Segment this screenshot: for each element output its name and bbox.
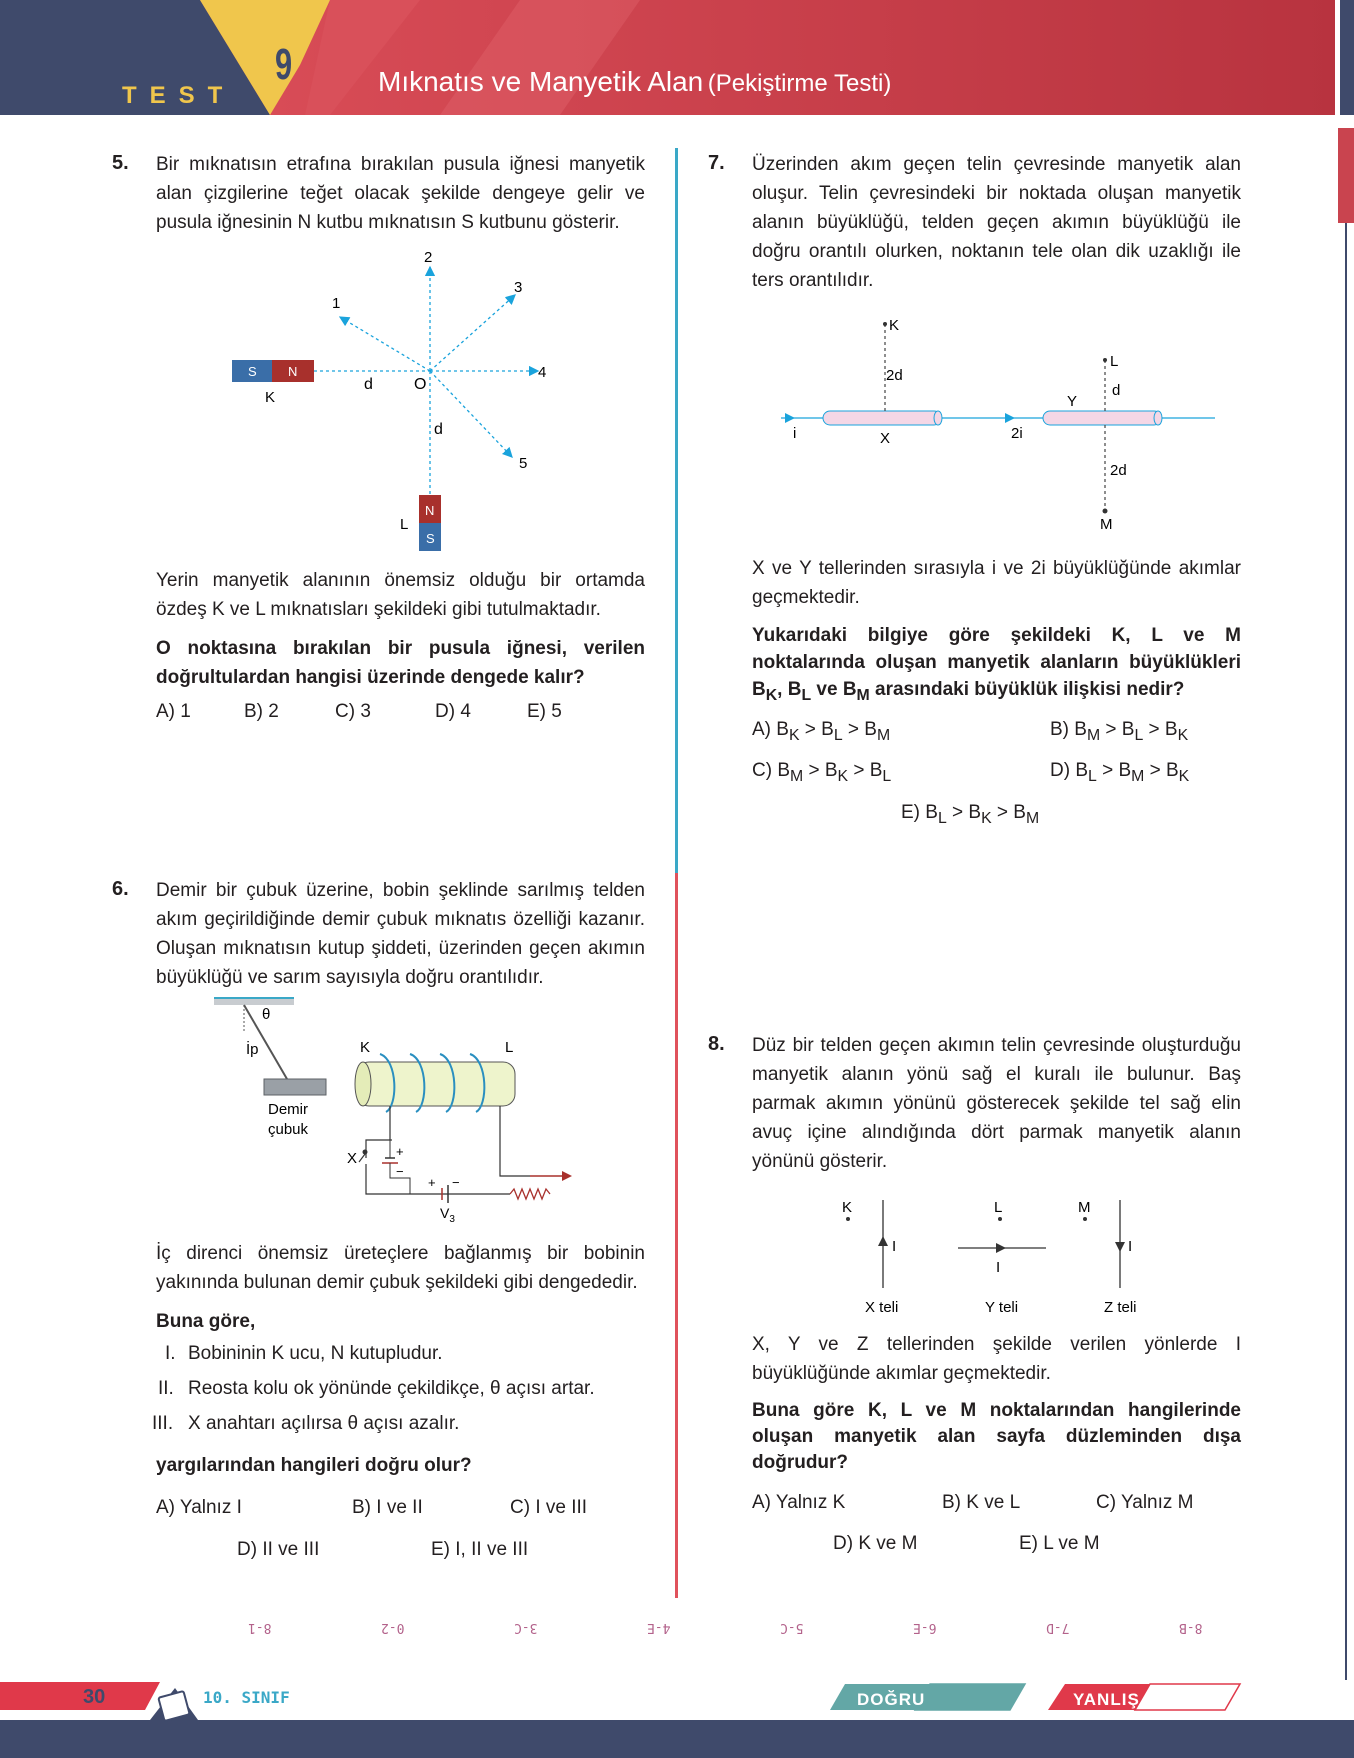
q6-option-c[interactable]: C) I ve III [510,1497,588,1518]
distance-2d-m: 2d [1110,462,1127,479]
rod-label-2: çubuk [268,1121,309,1138]
magnet-l-n-label: N [425,503,435,518]
point-k-label: K [842,1199,853,1216]
question-prompt: O noktasına bırakılan bir pusula iğnesi, verilen doğrultulardan hangisi üzerinde dengede kalır? [156,638,645,688]
wire-y-label: Y [1067,393,1078,410]
question-text: Yerin manyetik alanının önemsiz olduğu bir ortamda özdeş K ve L mıknatısları şekildeki gibi tutulmaktadır. [156,570,645,620]
magnet-k-label: K [265,389,276,406]
question-7 [706,150,1241,295]
page-header [0,0,1354,115]
point-l [998,1217,1002,1221]
point-l-label: L [994,1199,1003,1216]
page-title [378,66,891,98]
sub-k: K [765,686,778,704]
test-number: 9 [275,40,293,89]
magnet-k-n-label: N [288,364,298,379]
point-m [1103,509,1108,514]
direction-2-label: 2 [424,249,433,266]
battery-v3-minus: − [452,1175,460,1190]
wire-y-label: Y teli [985,1299,1019,1316]
magnet-l-label: L [400,516,409,533]
distance-d-l: d [1112,382,1121,399]
figure-wires-xyz [830,1190,1170,1320]
question-8-body [752,1330,1241,1476]
battery-v3-label: $V_3$ [440,1205,455,1224]
rheostat-arrow [562,1171,572,1181]
q7-option-e[interactable]: E) $B_L > B_K > B_M$ [901,802,1040,827]
statement-text: X anahtarı açılırsa θ açısı azalır. [188,1413,460,1434]
question-number: 8. [708,1033,725,1055]
battery-1-plus: + [396,1144,404,1159]
title-sub: (Pekiştirme Testi) [707,70,892,97]
wire-z-label: Z teli [1104,1299,1137,1316]
distance-2d-k: 2d [886,367,903,384]
sub-l: L [801,686,812,704]
answer-key-item: 8-B [1179,1620,1203,1635]
statement-text: Bobininin K ucu, N kutupludur. [188,1343,443,1364]
figure-wires-xy [775,310,1225,535]
edge-tab-red [1338,128,1354,223]
sub-m: M [856,686,870,704]
point-m-label: M [1078,1199,1091,1216]
statement-number: II. [158,1378,174,1399]
distance-d-horizontal: d [364,376,373,393]
switch-x-label: X [347,1150,358,1167]
q7-option-b[interactable]: B) $B_M > B_L > B_K$ [1050,719,1189,744]
q8-option-d[interactable]: D) K ve M [833,1533,918,1554]
rod-label-1: Demir [268,1101,308,1118]
prompt-part-1: Yukarıdaki bilgiye göre şekildeki K, L ve M noktalarında oluşan manyetik alanların büyüklükleri B [752,625,1241,700]
direction-4-label: 4 [538,364,547,381]
battery-v3-plus: + [428,1175,436,1190]
q6-statement-2 [158,1378,595,1400]
statement-text: Reosta kolu ok yönünde çekildikçe, θ açısı artar. [188,1378,595,1399]
magnet-l-s-label: S [426,531,435,546]
wire-y [1043,411,1161,425]
q6-option-b[interactable]: B) I ve II [352,1497,423,1518]
wire-y-current: I [996,1259,1001,1276]
test-label: TEST [122,82,236,109]
center-o-label: O [414,376,427,393]
distance-d-vertical: d [434,421,443,438]
answer-key-item: 4-E [647,1620,671,1635]
title-main: Mıknatıs ve Manyetik Alan [378,66,704,97]
current-i-label: i [793,425,797,442]
q6-option-d[interactable]: D) II ve III [237,1539,320,1560]
theta-label: θ [262,1006,271,1023]
answer-key-item: 6-E [913,1620,937,1635]
string-label: İp [246,1041,259,1058]
page-number: 30 [83,1686,106,1708]
point-l-label: L [1110,353,1119,370]
wrong-label: YANLIŞ [1073,1690,1140,1709]
point-k [846,1217,850,1221]
wire-z-current: I [1128,1238,1133,1255]
question-text: İç direnci önemsiz üreteçlere bağlanmış bir bobinin yakınında bulunan demir çubuk şekildeki gibi dengededir. [156,1243,645,1293]
q8-option-a[interactable]: A) Yalnız K [752,1492,846,1513]
figure-coil-rod [210,994,600,1224]
q6-statement-1 [165,1343,443,1365]
wire-x-label: X teli [865,1299,899,1316]
q7-option-c[interactable]: C) $B_M > B_K > B_L$ [752,760,892,785]
q5-option-c[interactable]: C) 3 [335,701,371,722]
answer-key-item: 0-2 [381,1620,405,1635]
q8-option-b[interactable]: B) K ve L [942,1492,1021,1513]
question-6-body [156,1239,645,1336]
column-divider-lower [675,873,678,1598]
wire-x-label: X [880,430,891,447]
statement-number: I. [165,1343,176,1364]
question-number: 5. [112,152,129,174]
q6-statement-3 [152,1413,459,1435]
question-number: 6. [112,878,129,900]
question-intro: Demir bir çubuk üzerine, bobin şeklinde sarılmış telden akım geçirildiğinde demir çubuk mıknatıs özelliği kazanır. Oluşan mıknatısın kutup şiddeti, üzerinden geçen akımın büyüklüğü ve sarım sayısıyla doğru orantılıdır. [156,880,645,988]
question-prompt: yargılarından hangileri doğru olur? [156,1455,472,1476]
statement-number: III. [152,1413,174,1434]
point-k-label: K [889,317,900,334]
q6-option-e[interactable]: E) I, II ve III [431,1539,529,1560]
answer-key-item: 8-1 [248,1620,272,1635]
question-prompt: Yukarıdaki bilgiye göre şekildeki K, L ve M noktalarında oluşan manyetik alanların büyüklükleri $B_K$, $B_L$ ve $B_M$ arasındaki büyüklük ilişkisi nedir? [752,625,1241,704]
q8-option-c[interactable]: C) Yalnız M [1096,1492,1194,1513]
column-divider [675,148,678,873]
question-lead: Buna göre, [156,1311,256,1332]
rheostat [510,1189,550,1199]
answer-key-item: 3-C [514,1620,538,1635]
magnet-k-s-label: S [248,364,257,379]
point-k [883,322,887,326]
edge-line [1345,223,1347,1713]
q5-option-a[interactable]: A) 1 [156,701,191,722]
point-l [1103,358,1107,362]
figure-compass-magnets [220,245,580,565]
q8-option-e[interactable]: E) L ve M [1019,1533,1100,1554]
correct-label: DOĞRU [857,1690,926,1709]
battery-1-minus: − [396,1164,404,1179]
q7-option-a[interactable]: A) $B_K > B_L > B_M$ [752,719,891,744]
q6-option-a[interactable]: A) Yalnız I [156,1497,242,1518]
current-2i-label: 2i [1011,425,1023,442]
grade-label: 10. SINIF [203,1688,290,1707]
coil-core [357,1062,515,1106]
direction-5-label: 5 [519,455,528,472]
question-intro: Üzerinden akım geçen telin çevresinde manyetik alan oluşur. Telin çevresindeki bir noktada oluşan manyetik alanın büyüklüğü, telden geçen akımın büyüklüğü ile doğru orantılı olurken, noktanın tele olan dik uzaklığı ile ters orantılıdır. [752,154,1241,291]
answer-key-item: 7-D [1046,1620,1070,1635]
q7-option-d[interactable]: D) $B_L > B_M > B_K$ [1050,760,1190,785]
answer-key-item: 5-C [780,1620,804,1635]
wire-x-current: I [892,1238,897,1255]
question-5 [110,150,645,237]
question-7-body [752,554,1241,709]
q5-option-d[interactable]: D) 4 [435,701,471,722]
question-5-body [156,566,645,692]
q5-option-e[interactable]: E) 5 [527,701,562,722]
question-6 [110,876,645,992]
point-m-label: M [1100,516,1113,533]
question-text: X ve Y tellerinden sırasıyla i ve 2i büyüklüğünde akımlar geçmektedir. [752,558,1241,608]
direction-1-label: 1 [332,295,341,312]
question-8 [706,1031,1241,1176]
direction-3-label: 3 [514,279,523,296]
iron-rod [264,1079,326,1095]
coil-end-l: L [505,1039,514,1056]
point-m [1083,1217,1087,1221]
wire-x [823,411,941,425]
question-intro: Bir mıknatısın etrafına bırakılan pusula iğnesi manyetik alan çizgilerine teğet olacak şekilde dengeye gelir ve pusula iğnesinin N kutbu mıknatısın S kutbunu gösterir. [156,154,645,233]
answer-key [0,1620,1354,1640]
coil-end-k: K [360,1039,371,1056]
question-intro: Düz bir telden geçen akımın telin çevresinde oluşturduğu manyetik alanın yönü sağ el kuralı ile bulunur. Baş parmak akımın yönünü gösterecek şekilde tel sağ elin avuç içine alındığında dört parmak manyetik alanın yönünü gösterir. [752,1035,1241,1172]
question-prompt: Buna göre K, L ve M noktalarından hangilerinde oluşan manyetik alan sayfa düzleminden dışa doğrudur? [752,1400,1241,1473]
question-text: X, Y ve Z tellerinden şekilde verilen yönlerde I büyüklüğünde akımlar geçmektedir. [752,1334,1241,1384]
question-number: 7. [708,152,725,174]
prompt-part-2: arasındaki büyüklük ilişkisi nedir? [875,679,1185,700]
q5-option-b[interactable]: B) 2 [244,701,279,722]
